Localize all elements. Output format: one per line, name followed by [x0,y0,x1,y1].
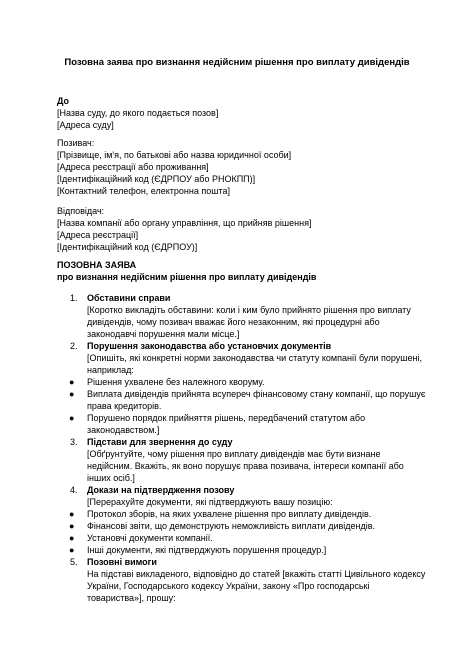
section-text: України, Господарського кодексу України, закону «Про господарські [87,581,370,591]
bullet-icon: ● [69,521,75,531]
claim-section [57,484,427,508]
claim-subheading: про визнання недійсним рішення про виплату дивідендів [57,272,317,282]
addressee-line: [Назва суду, до якого подається позов] [57,108,219,118]
claim-section [57,436,427,484]
document-title: Позовна заява про визнання недійсним рішення про виплату дивідендів [64,57,410,68]
section-title: Підстави для звернення до суду [87,437,233,447]
section-text: недійсним. Вкажіть, як воно порушує права позивача, інтереси компанії або [87,461,404,471]
section-text: [Перерахуйте документи, які підтверджують вашу позицію: [87,497,333,507]
section-text: На підставі викладеного, відповідно до статей [вкажіть статті Цивільного кодексу [87,569,426,579]
section-number: 2. [70,341,78,351]
section-number: 5. [70,557,78,567]
section-number: 1. [70,293,78,303]
section-title: Докази на підтвердження позову [87,485,235,495]
bullet-icon: ● [69,509,75,519]
section-text: інших осіб.] [87,473,135,483]
plaintiff-line: [Контактний телефон, електронна пошта] [57,186,231,196]
bullet-icon: ● [69,545,75,555]
bullet-item: ● Фінансові звіти, що демонструють неможливість виплати дивідендів. [69,521,376,531]
section-title: Обставини справи [87,293,171,303]
section-title: Порушення законодавства або установчих документів [87,341,332,351]
section-number: 3. [70,437,78,447]
claim-section [57,340,427,376]
claim-heading: ПОЗОВНА ЗАЯВА [57,260,137,270]
section-title: Позовні вимоги [87,557,157,567]
bullet-icon: ● [69,533,75,543]
defendant-heading: Відповідач: [57,206,105,216]
bullet-item: ● Установчі документи компанії. [69,533,213,543]
section-text: [Коротко викладіть обставини: коли і ким було прийнято рішення про виплату [87,305,411,315]
section-text: товариства»], прошу: [87,593,176,603]
section-number: 4. [70,485,78,495]
bullet-item: ● Виплата дивідендів прийнята всупереч фінансовому стану компанії, що порушує права кредиторів. [69,389,426,411]
plaintiff-line: [Прізвище, ім'я, по батькові або назва юридичної особи] [57,150,292,160]
claim-section [57,556,427,604]
section-text: [Опишіть, які конкретні норми законодавства чи статуту компанії були порушені, [87,353,422,363]
defendant-block [57,205,311,253]
bullet-item: ● Порушено порядок прийняття рішень, передбачений статутом або законодавством.] [69,413,366,435]
bullet-icon: ● [69,389,75,399]
section-text: дивідендів, чому позивач вважає його незаконним, які процедурні або [87,317,380,327]
addressee-line: [Адреса суду] [57,120,114,130]
bullet-icon: ● [69,413,75,423]
plaintiff-line: [Адреса реєстрації або проживання] [57,162,209,172]
defendant-line: [Назва компанії або органу управління, що прийняв рішення] [57,218,312,228]
addressee-heading: До [57,96,70,106]
bullet-item: ● Протокол зборів, на яких ухвалене рішення про виплату дивідендів. [69,509,372,519]
plaintiff-line: [Ідентифікаційний код (ЄДРПОУ або РНОКПП)] [57,174,256,184]
plaintiff-block [57,137,291,197]
bullet-item: ● Рішення ухвалене без належного кворуму. [69,377,265,387]
claim-sections [57,292,427,604]
plaintiff-heading: Позивач: [57,138,95,148]
addressee-block [57,95,218,131]
defendant-line: [Ідентифікаційний код (ЄДРПОУ)] [57,242,198,252]
section-text: законодавчі порушення мали місце.] [87,329,240,339]
bullet-icon: ● [69,377,75,387]
defendant-line: [Адреса реєстрації] [57,230,139,240]
section-text: [Обґрунтуйте, чому рішення про виплату дивідендів має бути визнане [87,449,381,459]
claim-section [57,292,427,340]
claim-heading-block [57,259,316,283]
bullet-item: ● Інші документи, які підтверджують порушення процедур.] [69,545,327,555]
section-text: наприклад: [87,365,134,375]
